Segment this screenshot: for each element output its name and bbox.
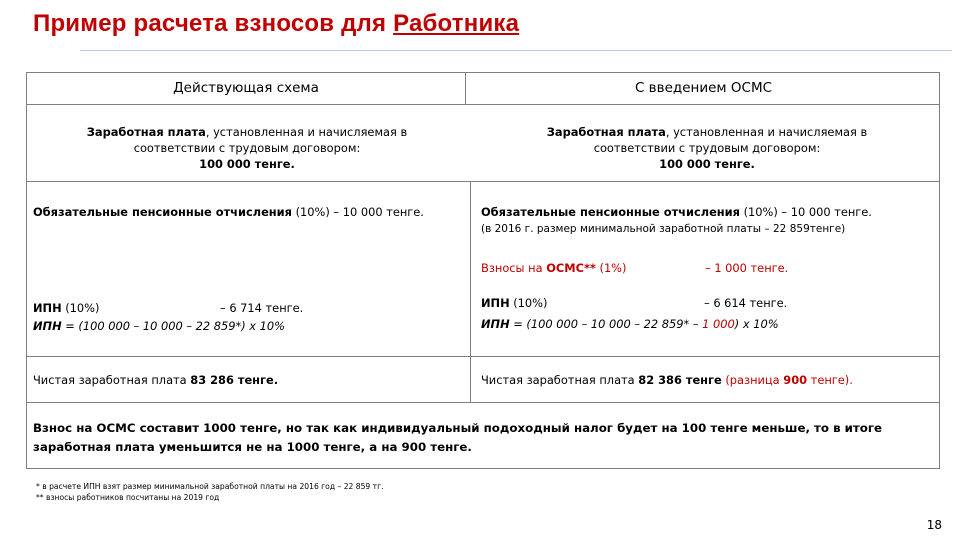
salary-right xyxy=(507,124,907,172)
pension-text: (10%) – 10 000 тенге. xyxy=(739,205,872,219)
header-left: Действующая схема xyxy=(173,80,319,96)
header-right: С введением ОСМС xyxy=(634,80,773,96)
pension-left xyxy=(33,204,424,220)
net-left xyxy=(33,372,278,388)
ipn-label: ИПН xyxy=(33,301,62,315)
ipn-formula-label: ИПН xyxy=(481,317,510,331)
row-divider xyxy=(27,181,939,182)
ipn-left-formula xyxy=(33,318,285,334)
net-right-amount: 82 386 тенге xyxy=(638,373,722,387)
osms-rate: (1%) xyxy=(595,261,627,275)
salary-text: , установленная и начисляемая в соответствии с трудовым договором: xyxy=(133,125,408,155)
pension-text: (10%) – 10 000 тенге. xyxy=(291,205,424,219)
ipn-rate: (10%) xyxy=(61,301,100,315)
net-diff-bold: 900 xyxy=(783,373,808,387)
title-rule xyxy=(80,50,952,51)
row-divider xyxy=(27,104,939,105)
osms-line xyxy=(481,260,626,276)
net-diff-b: тенге). xyxy=(807,373,853,387)
salary-bold: Заработная плата xyxy=(86,125,206,139)
ipn-right-line1 xyxy=(481,295,547,311)
row-divider xyxy=(27,402,939,403)
title-underlined: Работника xyxy=(393,10,520,37)
pension-bold: Обязательные пенсионные отчисления xyxy=(481,205,740,219)
ipn-rate: (10%) xyxy=(509,296,548,310)
ipn-formula-label: ИПН xyxy=(33,319,62,333)
salary-amount: 100 000 тенге. xyxy=(659,157,755,171)
row-divider xyxy=(27,356,939,357)
salary-text: , установленная и начисляемая в соответствии с трудовым договором: xyxy=(593,125,868,155)
page-title xyxy=(33,10,519,38)
ipn-formula-end: ) х 10% xyxy=(734,317,779,331)
footnote-1: * в расчете ИПН взят размер минимальной заработной платы на 2016 год – 22 859 тг. xyxy=(36,482,384,491)
ipn-formula-text: = (100 000 – 10 000 – 22 859*) х 10% xyxy=(61,319,285,333)
pension-bold: Обязательные пенсионные отчисления xyxy=(33,205,292,219)
net-label: Чистая заработная плата xyxy=(33,373,191,387)
pension-right xyxy=(481,204,872,237)
osms-prefix: Взносы на xyxy=(481,261,547,275)
ipn-left-line1 xyxy=(33,300,99,316)
pension-note: (в 2016 г. размер минимальной заработной платы – 22 859тенге) xyxy=(481,223,846,235)
comparison-table xyxy=(26,72,940,469)
net-diff-a: (разница xyxy=(721,373,784,387)
ipn-formula-red: 1 000 xyxy=(702,317,735,331)
page-number: 18 xyxy=(926,518,942,532)
salary-bold: Заработная плата xyxy=(546,125,666,139)
osms-amount: – 1 000 тенге. xyxy=(705,261,789,275)
footnote-2: ** взносы работников посчитаны на 2019 год xyxy=(36,493,220,502)
title-prefix: Пример расчета взносов для xyxy=(33,10,394,37)
ipn-left-amount: – 6 714 тенге. xyxy=(220,301,304,315)
ipn-label: ИПН xyxy=(481,296,510,310)
net-right xyxy=(481,372,853,388)
salary-amount: 100 000 тенге. xyxy=(199,157,295,171)
ipn-right-formula xyxy=(481,316,779,332)
column-divider xyxy=(470,181,471,402)
osms-bold: ОСМС** xyxy=(546,261,596,275)
net-left-amount: 83 286 тенге. xyxy=(190,373,279,387)
ipn-right-amount: – 6 614 тенге. xyxy=(704,296,788,310)
ipn-formula-text: = (100 000 – 10 000 – 22 859* – xyxy=(509,317,703,331)
net-label: Чистая заработная плата xyxy=(481,373,639,387)
summary-text: Взнос на ОСМС составит 1000 тенге, но так как индивидуальный подоходный налог будет на 100 тенге меньше, то в итоге заработная плата уменьшится не на 1000 тенге, а на 900 тенге. xyxy=(33,421,883,454)
salary-left xyxy=(47,124,447,172)
